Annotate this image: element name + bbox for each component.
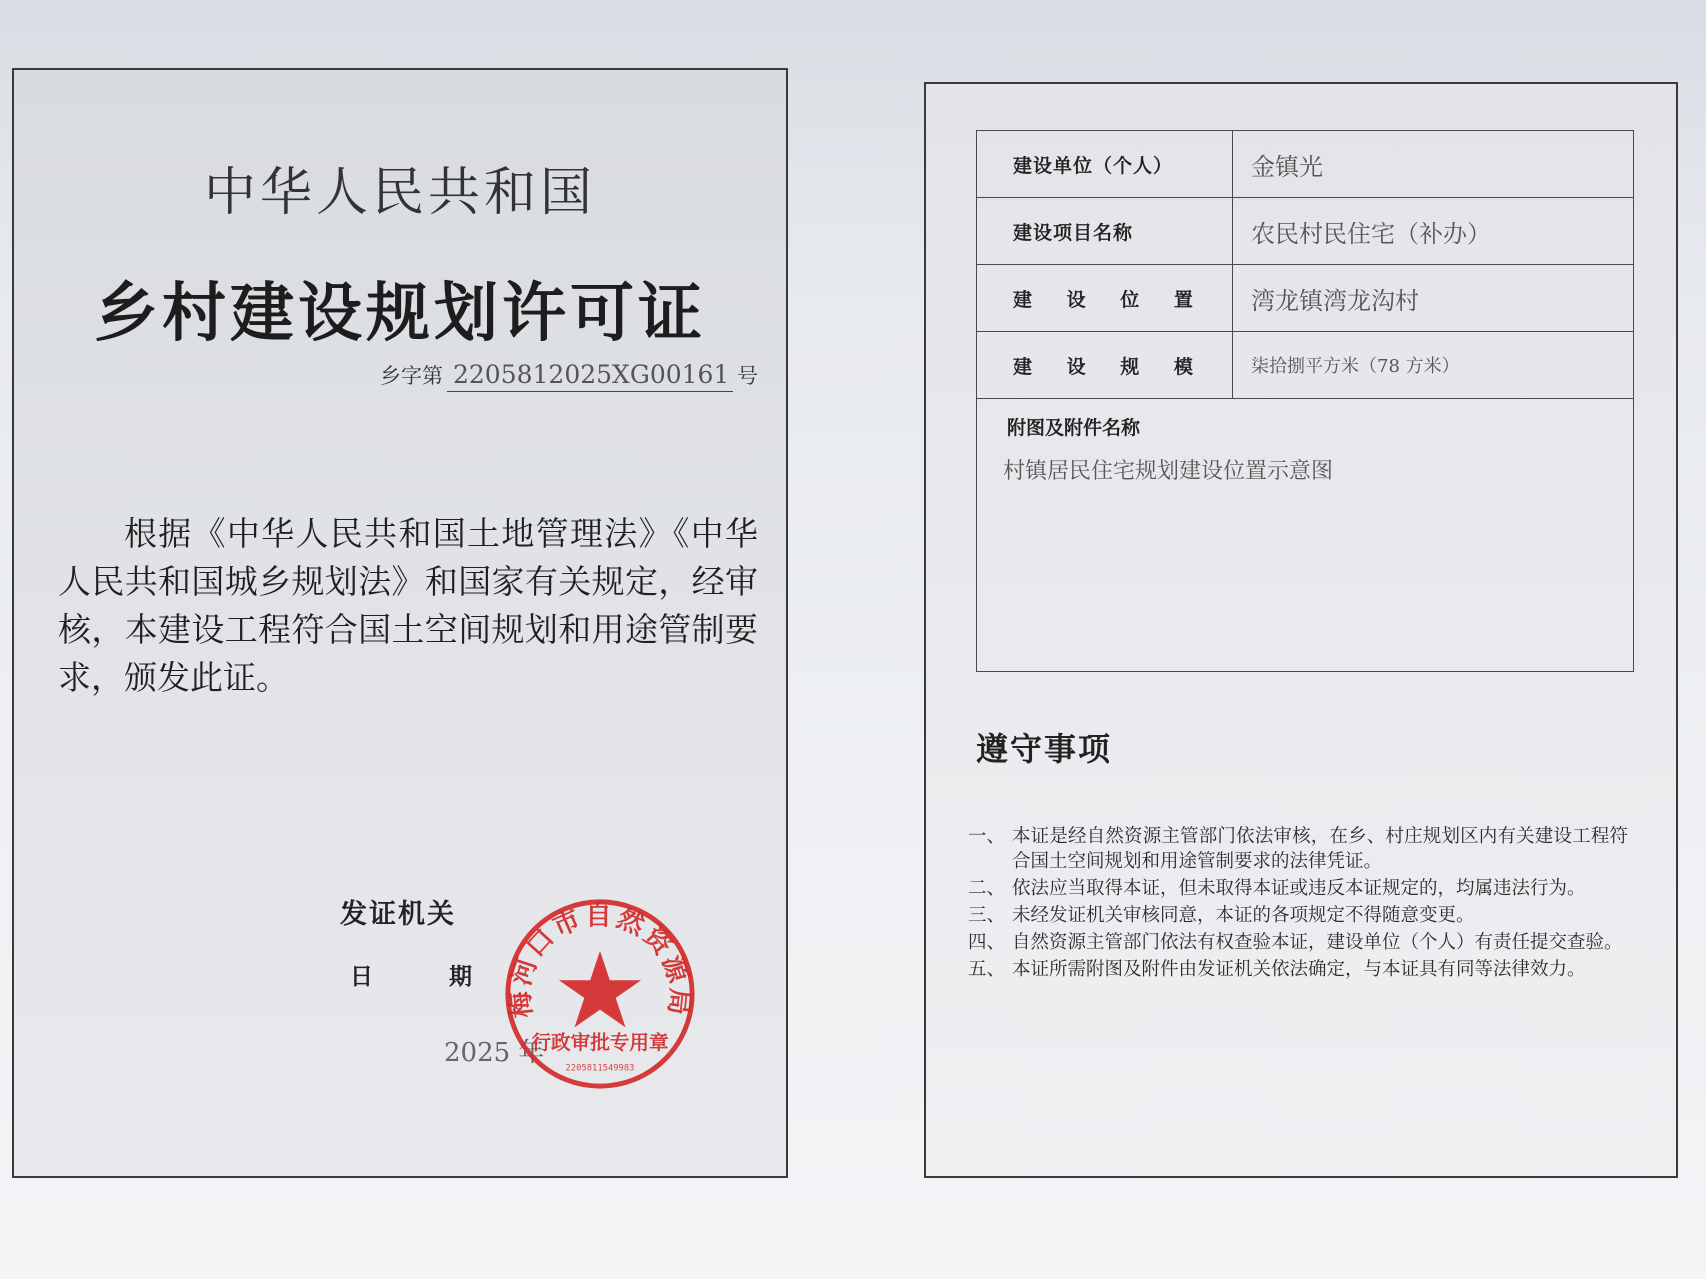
row-value-location: 湾龙镇湾龙沟村 bbox=[1233, 265, 1634, 332]
project-info-table bbox=[976, 130, 1634, 672]
table-row bbox=[977, 265, 1634, 332]
row-label-scale: 建 设 规 模 bbox=[977, 332, 1233, 399]
table-row bbox=[977, 399, 1634, 672]
notice-list bbox=[968, 824, 1628, 984]
row-value-scale: 柒拾捌平方米（78 方米） bbox=[1233, 332, 1634, 399]
cert-number: 2205812025XG00161 bbox=[447, 360, 733, 392]
row-label-builder: 建设单位（个人） bbox=[977, 131, 1233, 198]
list-item bbox=[968, 957, 1628, 982]
list-item bbox=[968, 876, 1628, 901]
seal-text: 梅河口市自然资源局 bbox=[504, 900, 696, 1020]
row-value-project-name: 农民村民住宅（补办） bbox=[1233, 198, 1634, 265]
table-row bbox=[977, 131, 1634, 198]
list-item bbox=[968, 903, 1628, 928]
notice-title: 遵守事项 bbox=[976, 730, 1113, 768]
date-value: 2025 年 bbox=[444, 1038, 545, 1068]
issuer-label: 发证机关 bbox=[340, 899, 456, 930]
official-seal bbox=[502, 896, 698, 1092]
seal-star-icon bbox=[559, 951, 641, 1027]
notice-number: 三、 bbox=[968, 905, 1006, 926]
notice-text: 本证是经自然资源主管部门依法审核，在乡、村庄规划区内有关建设工程符合国土空间规划和用途管制要求的法律凭证。 bbox=[1012, 826, 1628, 872]
notice-number: 四、 bbox=[968, 932, 1006, 953]
cert-number-suffix: 号 bbox=[737, 364, 758, 388]
notice-text: 本证所需附图及附件由发证机关依法确定，与本证具有同等法律效力。 bbox=[1012, 959, 1586, 980]
table-row bbox=[977, 332, 1634, 399]
certificate-number-line bbox=[380, 360, 758, 392]
attachments-label: 附图及附件名称 bbox=[1007, 417, 1141, 439]
list-item bbox=[968, 824, 1628, 874]
row-label-location: 建 设 位 置 bbox=[977, 265, 1233, 332]
notice-text: 依法应当取得本证，但未取得本证或违反本证规定的，均属违法行为。 bbox=[1012, 878, 1586, 899]
table-row bbox=[977, 198, 1634, 265]
notice-number: 二、 bbox=[968, 878, 1006, 899]
seal-subtext: 行政审批专用章 bbox=[531, 1030, 669, 1054]
certificate-title: 乡村建设规划许可证 bbox=[94, 277, 706, 351]
row-label-project-name: 建设项目名称 bbox=[977, 198, 1233, 265]
cert-number-prefix: 乡字第 bbox=[380, 364, 443, 388]
date-label: 日 期 bbox=[350, 964, 477, 990]
notice-number: 一、 bbox=[968, 826, 1006, 847]
attachments-value: 村镇居民住宅规划建设位置示意图 bbox=[1003, 459, 1334, 484]
row-value-builder: 金镇光 bbox=[1233, 131, 1634, 198]
certificate-inner-page bbox=[924, 82, 1678, 1178]
list-item bbox=[968, 930, 1628, 955]
notice-text: 自然资源主管部门依法有权查验本证，建设单位（个人）有责任提交查验。 bbox=[1012, 932, 1623, 953]
notice-text: 未经发证机关审核同意，本证的各项规定不得随意变更。 bbox=[1012, 905, 1475, 926]
certificate-front-page bbox=[12, 68, 788, 1178]
certificate-body-text: 根据《中华人民共和国土地管理法》《中华人民共和国城乡规划法》和国家有关规定，经审核，本建设工程符合国土空间规划和用途管制要求，颁发此证。 bbox=[58, 514, 758, 697]
notice-number: 五、 bbox=[968, 959, 1006, 980]
attachments-cell bbox=[977, 399, 1634, 672]
seal-number: 2205811549983 bbox=[565, 1063, 635, 1074]
country-name: 中华人民共和国 bbox=[203, 163, 596, 223]
